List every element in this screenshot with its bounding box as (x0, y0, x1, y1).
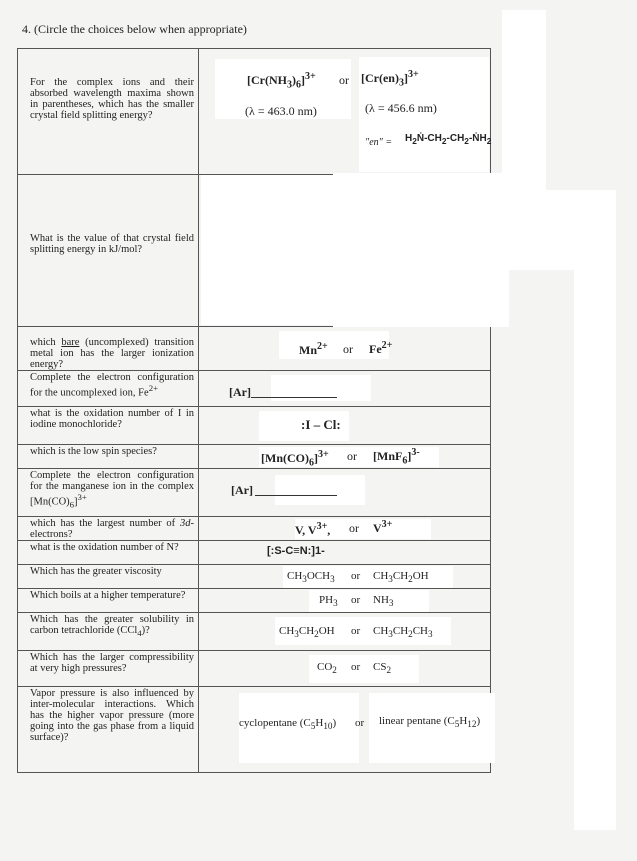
choice-b[interactable]: $CH_3CH_2OH$ (373, 570, 429, 585)
answer-cell (199, 613, 491, 651)
table-row (18, 327, 491, 371)
lambda-b: (λ = 456.6 nm) (365, 101, 437, 115)
answer-cell (199, 651, 491, 687)
answer-blank[interactable] (255, 495, 337, 496)
paper-edge (574, 190, 616, 830)
choice-a[interactable]: $PH_3$ (319, 594, 338, 609)
en-formula: $H_2Ṅ-CH_2-CH_2-ṄH_2$ (405, 133, 492, 146)
answer-cell (199, 541, 491, 565)
answer-prefix: [Ar] (229, 385, 251, 399)
choice-a[interactable]: V, $V^{3+}$, (295, 521, 331, 537)
table-row (18, 651, 491, 687)
whiteout (201, 175, 333, 325)
answer-cell (199, 469, 491, 517)
answer-cell (199, 407, 491, 445)
question-text: which has the largest number of 3d-electrons? (18, 517, 199, 541)
answer-cell (199, 371, 491, 407)
question-text: What is the value of that crystal field splitting energy in kJ/mol? (18, 175, 199, 327)
or-label: or (339, 73, 349, 87)
or-label: or (355, 717, 365, 729)
question-text: Which boils at a higher temperature? (18, 589, 199, 613)
choice-a[interactable]: $CH_3CH_2OH$ (279, 625, 335, 640)
question-text: Which has the larger compressibility at very high pressures? (18, 651, 199, 687)
whiteout (275, 475, 365, 505)
choice-a[interactable]: $[Mn(CO)_6]^{3+}$ (261, 449, 329, 469)
or-label: or (351, 570, 361, 582)
table-row (18, 469, 491, 517)
table-row (18, 175, 491, 327)
choice-a[interactable]: $Mn^{2+}$ (299, 341, 328, 357)
question-text: which bare (uncomplexed) transition metal ion has the larger ionization energy? (18, 327, 199, 371)
page-title: 4. (Circle the choices below when appropriate) (22, 22, 247, 36)
or-label: or (351, 661, 361, 673)
table-row (18, 445, 491, 469)
table-row (18, 517, 491, 541)
table-row (18, 687, 491, 773)
table-row (18, 371, 491, 407)
answer-cell (199, 49, 491, 175)
choice-b[interactable]: $CH_3CH_2CH_3$ (373, 625, 433, 640)
answer-cell (199, 589, 491, 613)
table-row (18, 565, 491, 589)
question-text: Which has the greater solubility in carbon tetrachloride (CCl$_4$)? (18, 613, 199, 651)
choice-b[interactable]: $V^{3+}$ (373, 519, 393, 535)
choice-b[interactable]: $Fe^{2+}$ (369, 340, 393, 356)
answer-cell (199, 445, 491, 469)
paper-edge (502, 190, 574, 270)
table-row (18, 613, 491, 651)
or-label: or (343, 342, 353, 356)
answer-cell (199, 687, 491, 773)
answer-blank[interactable] (251, 397, 337, 398)
question-text: which is the low spin species? (18, 445, 199, 469)
whiteout (333, 173, 509, 327)
answer-prefix: [Ar] (231, 483, 253, 497)
en-label: "en" = (365, 137, 393, 148)
table-row (18, 49, 491, 175)
choice-a[interactable]: cyclopentane $(C_5H_{10})$ (239, 717, 337, 732)
choice-b[interactable]: $NH_3$ (373, 594, 394, 609)
table-row (18, 541, 491, 565)
choice-b[interactable]: $CS_2$ (373, 661, 392, 676)
answer-cell (199, 517, 491, 541)
choice-a[interactable]: $CO_2$ (317, 661, 337, 676)
question-text: Complete the electron configuration for the uncomplexed ion, $Fe^{2+}$ (18, 371, 199, 407)
question-text: Complete the electron configuration for the manganese ion in the complex $[Mn(CO)_6]^{3+}$ (18, 469, 199, 517)
lewis-structure: :I – Cl: (301, 417, 341, 432)
table-row (18, 589, 491, 613)
question-text: For the complex ions and their absorbed wavelength maxima shown in parentheses, which has the smaller crystal field splitting energy? (18, 49, 199, 175)
answer-cell (199, 565, 491, 589)
answer-cell (199, 175, 491, 327)
or-label: or (351, 625, 361, 637)
lambda-a: (λ = 463.0 nm) (245, 104, 317, 118)
choice-b[interactable]: $[Cr(en)_3]^{3+}$ (361, 69, 419, 89)
question-table (17, 48, 491, 773)
choice-b[interactable]: $[MnF_6]^{3-}$ (373, 447, 420, 467)
or-label: or (351, 594, 361, 606)
choice-a[interactable]: $CH_3OCH_3$ (287, 570, 335, 585)
or-label: or (349, 521, 359, 535)
question-text: Vapor pressure is also influenced by inter-molecular interactions. Which has the higher vapor pressure (more going into the gas phase from a liquid surface)? (18, 687, 199, 773)
or-label: or (347, 449, 357, 463)
paper-edge (502, 10, 546, 190)
answer-cell (199, 327, 491, 371)
choice-a[interactable]: $[Cr(NH_3)_6]^{3+}$ (247, 71, 316, 91)
choice-b[interactable]: linear pentane $(C_5H_{12})$ (379, 715, 481, 730)
question-text: Which has the greater viscosity (18, 565, 199, 589)
question-text: what is the oxidation number of N? (18, 541, 199, 565)
question-text: what is the oxidation number of I in iodine monochloride? (18, 407, 199, 445)
thiocyanate-structure: [:S-C≡N:]1- (267, 545, 325, 557)
table-row (18, 407, 491, 445)
